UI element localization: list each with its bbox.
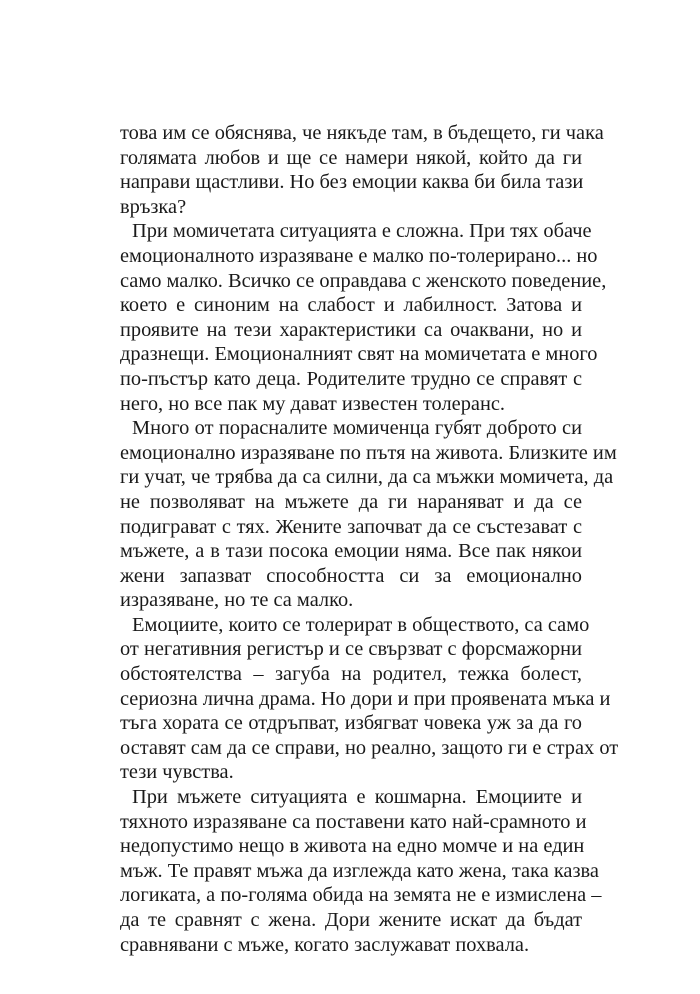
text-line: връзка? [120,195,187,218]
text-line: ги учат, че трябва да са силни, да са мъжки момичета, да [120,466,614,489]
text-line: само малко. Всичко се оправдава с женското поведение, [120,269,607,292]
text-line: жени запазват способността си за емоционално [120,564,582,587]
text-line: При момичетата ситуацията е сложна. При тях обаче [132,220,592,243]
paragraph [120,785,602,957]
text-line: което е синоним на слабост и лабилност. Затова и [120,294,582,317]
text-line: голямата любов и ще се намери някой, който да ги [120,146,582,169]
text-line: тъга хората се отдръпват, избягват човека уж за да го [120,712,582,735]
text-line: недопустимо нещо в живота на едно момче и на един [120,835,585,858]
text-line: от негативния регистър и се свързват с форсмажорни [120,638,582,661]
text-line: Много от порасналите момиченца губят доброто си [132,417,582,440]
text-line: мъжете, а в тази посока емоции няма. Все пак някои [120,540,582,563]
text-line: обстоятелства – загуба на родител, тежка болест, [120,663,582,686]
text-line: подиграват с тях. Жените започват да се състезават с [120,515,582,538]
text-line: емоционално изразяване по пътя на живота. Близките им [120,441,617,464]
text-line: мъж. Те правят мъжа да изглежда като жена, така казва [120,859,599,882]
text-line: по-пъстър като деца. Родителите трудно се справят с [120,367,582,390]
paragraph [120,219,607,416]
paragraph [120,416,617,613]
text-line: сериозна лична драма. Но дори и при проявената мъка и [120,687,611,710]
text-line: това им се обяснява, че някъде там, в бъдещето, ги чака [120,122,604,144]
text-line: него, но все пак му дават известен толеранс. [120,392,506,415]
text-line: емоционалното изразяване е малко по-толерирано... но [120,244,598,267]
text-line: тяхното изразяване са поставени като най-срамното и [120,810,587,833]
paragraph [120,613,619,785]
text-line: оставят сам да се справи, но реално, защото ги е страх от [120,736,619,759]
document-page [120,121,619,957]
text-line: логиката, а по-голяма обида на земята не е измислена – [120,884,602,907]
text-line: не позволяват на мъжете да ги нараняват и да се [120,490,582,513]
text-line: проявите на тези характеристики са очаквани, но и [120,318,582,341]
text-line: При мъжете ситуацията е кошмарна. Емоциите и [132,786,582,809]
text-line: дразнещи. Емоционалният свят на момичетата е много [120,343,598,366]
paragraph [120,121,604,219]
text-line: изразяване, но те са малко. [120,589,354,612]
text-line: сравнявани с мъже, когато заслужават похвала. [120,933,530,956]
text-line: да те сравнят с жена. Дори жените искат да бъдат [120,909,582,931]
text-line: Емоциите, които се толерират в обществото, са само [132,613,590,636]
text-line: тези чувства. [120,761,234,784]
text-line: направи щастливи. Но без емоции каква би била тази [120,171,584,194]
